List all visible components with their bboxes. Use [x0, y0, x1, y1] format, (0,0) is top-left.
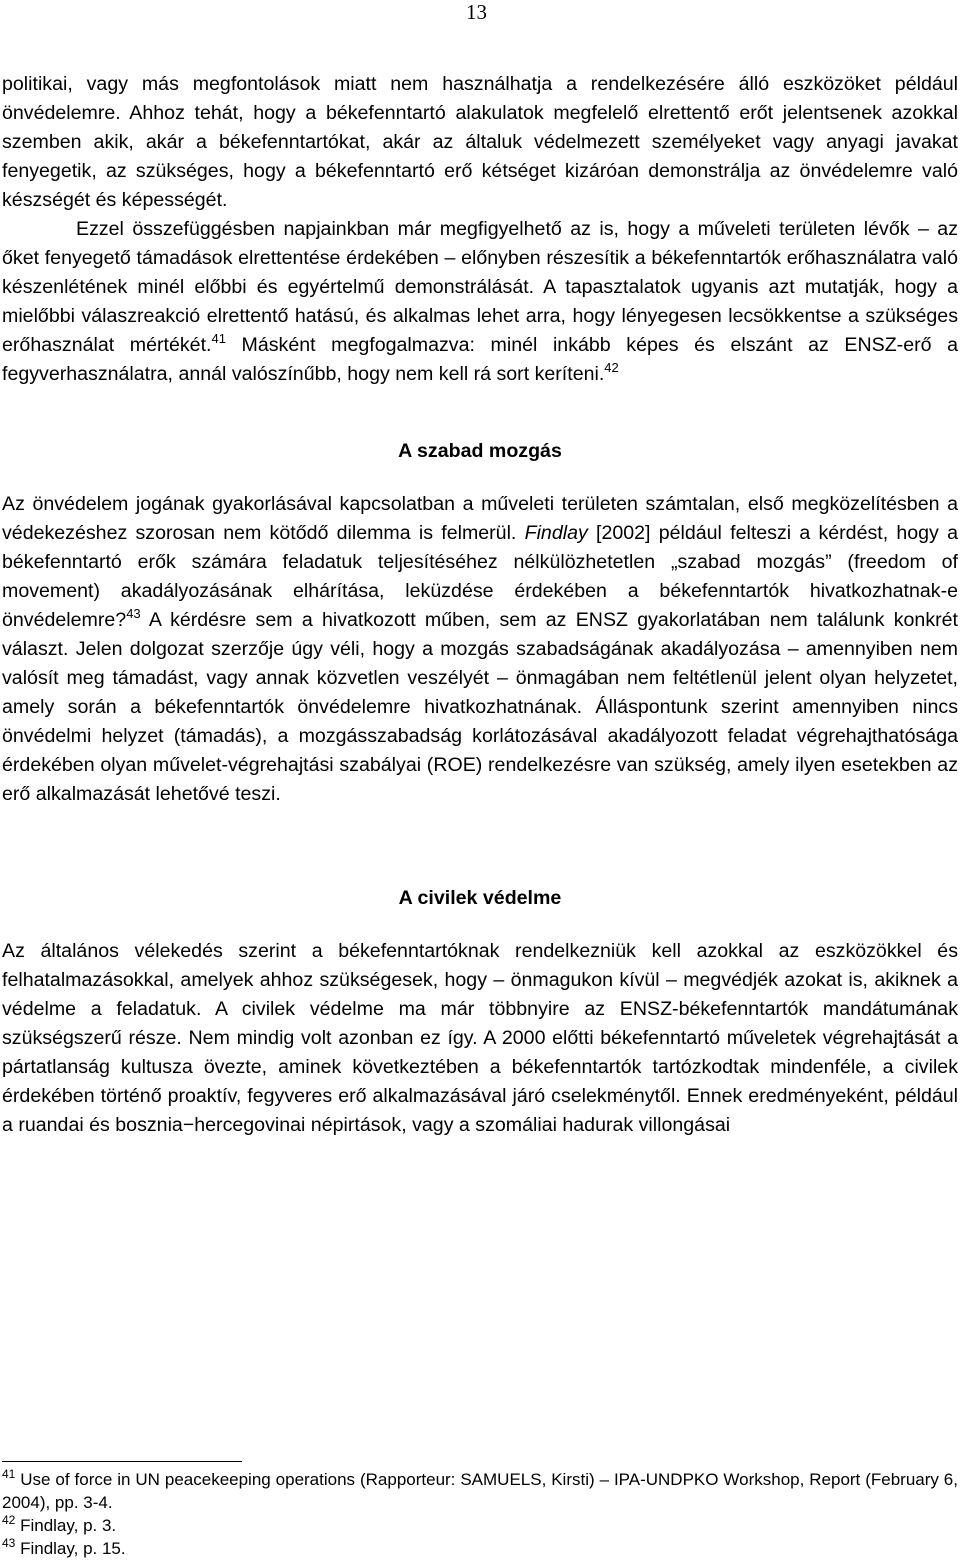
footnotes — [2, 1468, 958, 1560]
footnote-text: Findlay, p. 15. — [15, 1539, 126, 1558]
footnote-text: Findlay, p. 3. — [15, 1516, 117, 1535]
paragraph-2 — [2, 215, 958, 389]
paragraph-2-text-a: Ezzel összefüggésben napjainkban már megfigyelhető az is, hogy a műveleti területen lévők – az őket fenyegető támadások elrettentése érdekében – előnyben részesítik a békefenntartók erőhasználatra való készenlétének minél előbbi és egyértelmű demonstrálását. A tapasztalatok ugyanis azt mutatják, hogy a mielőbbi válaszreakció elrettentő hatású, és alkalmas lehet arra, hogy lényegesen lecsökkentse a szükséges erőhasználat mértékét. — [2, 218, 958, 356]
footnote-separator — [2, 1461, 242, 1462]
footnote-number: 43 — [2, 1536, 16, 1550]
page-body — [2, 70, 958, 1140]
section-2-paragraph: Az általános vélekedés szerint a békefenntartóknak rendelkezniük kell azokkal az eszközökkel és felhatalmazásokkal, amelyek ahhoz szükségesek, hogy – önmagukon kívül – megvédjék azokat is, akiknek a védelme a feladatuk. A civilek védelme ma már többnyire az ENSZ-békefenntartók mandátumának szükségszerű része. Nem mindig volt azonban ez így. A 2000 előtti békefenntartó műveletek végrehajtását a pártatlanság kultusza övezte, aminek következtében a békefenntartók tartózkodtak mindenféle, a civilek érdekében történő proaktív, fegyveres erő alkalmazásával járó cselekménytől. Ennek eredményeként, például a ruandai és bosznia−hercegovinai népirtások, vagy a szomáliai hadurak villongásai — [2, 940, 958, 1136]
footnote-41 — [2, 1468, 958, 1514]
section-1-text-a: Az önvédelem jogának gyakorlásával kapcsolatban a műveleti területen számtalan, első megközelítésben a védekezéshez szorosan nem kötődő dilemma is felmerül. — [2, 493, 958, 544]
footnote-ref-41[interactable]: 41 — [211, 331, 226, 346]
page-number: 13 — [466, 0, 487, 24]
footnote-text: Use of force in UN peacekeeping operations (Rapporteur: SAMUELS, Kirsti) – IPA-UNDPKO Workshop, Report (February 6, 2004), pp. 3-4. — [2, 1470, 958, 1512]
paragraph-1: politikai, vagy más megfontolások miatt nem használhatja a rendelkezésére álló eszközöket például önvédelemre. Ahhoz tehát, hogy a békefenntartó alakulatok megfelelő elrettentő erőt jelentsenek azokkal szemben akik, akár a békefenntartókat, akár az általuk védelmezett személyeket vagy anyagi javakat fenyegetik, az szükséges, hogy a békefenntartó erő kétséget kizáróan demonstrálja az önvédelemre való készségét és képességét. — [2, 73, 958, 211]
paragraph-2-text-b: Másként megfogalmazva: minél inkább képes és elszánt az ENSZ-erő a fegyverhasználatra, annál valószínűbb, hogy nem kell rá sort keríteni. — [2, 334, 959, 385]
section-heading-free-movement: A szabad mozgás — [398, 440, 562, 462]
section-1-paragraph — [2, 490, 958, 809]
footnote-number: 42 — [2, 1513, 16, 1527]
section-1-text-b: [2002] például felteszi a kérdést, hogy a békefenntartó erők számára feladatuk teljesítéséhez nélkülözhetetlen „szabad mozgás” (freedom of movement) akadályozásának elhárítása, leküzdése érdekében a békefenntartók hivatkozhatnak-e önvédelemre? — [2, 522, 958, 631]
section-1-text-c: A kérdésre sem a hivatkozott műben, sem az ENSZ gyakorlatában nem találunk konkrét választ. Jelen dolgozat szerzője úgy véli, hogy a mozgás szabadságának akadályozása – amennyiben nem valósít meg támadást, vagy annak közvetlen veszélyét – önmagában nem feltétlenül jelent olyan helyzetet, amely során a békefenntartók önvédelemre hivatkozhatnának. Álláspontunk szerint amennyiben nincs önvédelmi helyzet (támadás), a mozgásszabadság korlátozásával akadályozott feladat végrehajthatósága érdekében olyan művelet-végrehajtási szabályai (ROE) rendelkezésre van szükség, amely ilyen esetekben az erő alkalmazását lehetővé teszi. — [2, 609, 958, 805]
footnote-ref-43[interactable]: 43 — [126, 606, 141, 621]
footnote-ref-42[interactable]: 42 — [604, 360, 619, 375]
section-heading-civilians: A civilek védelme — [398, 887, 562, 909]
footnote-43 — [2, 1537, 958, 1560]
footnote-42 — [2, 1514, 958, 1537]
citation-findlay: Findlay — [524, 522, 588, 544]
footnote-number: 41 — [2, 1467, 16, 1481]
